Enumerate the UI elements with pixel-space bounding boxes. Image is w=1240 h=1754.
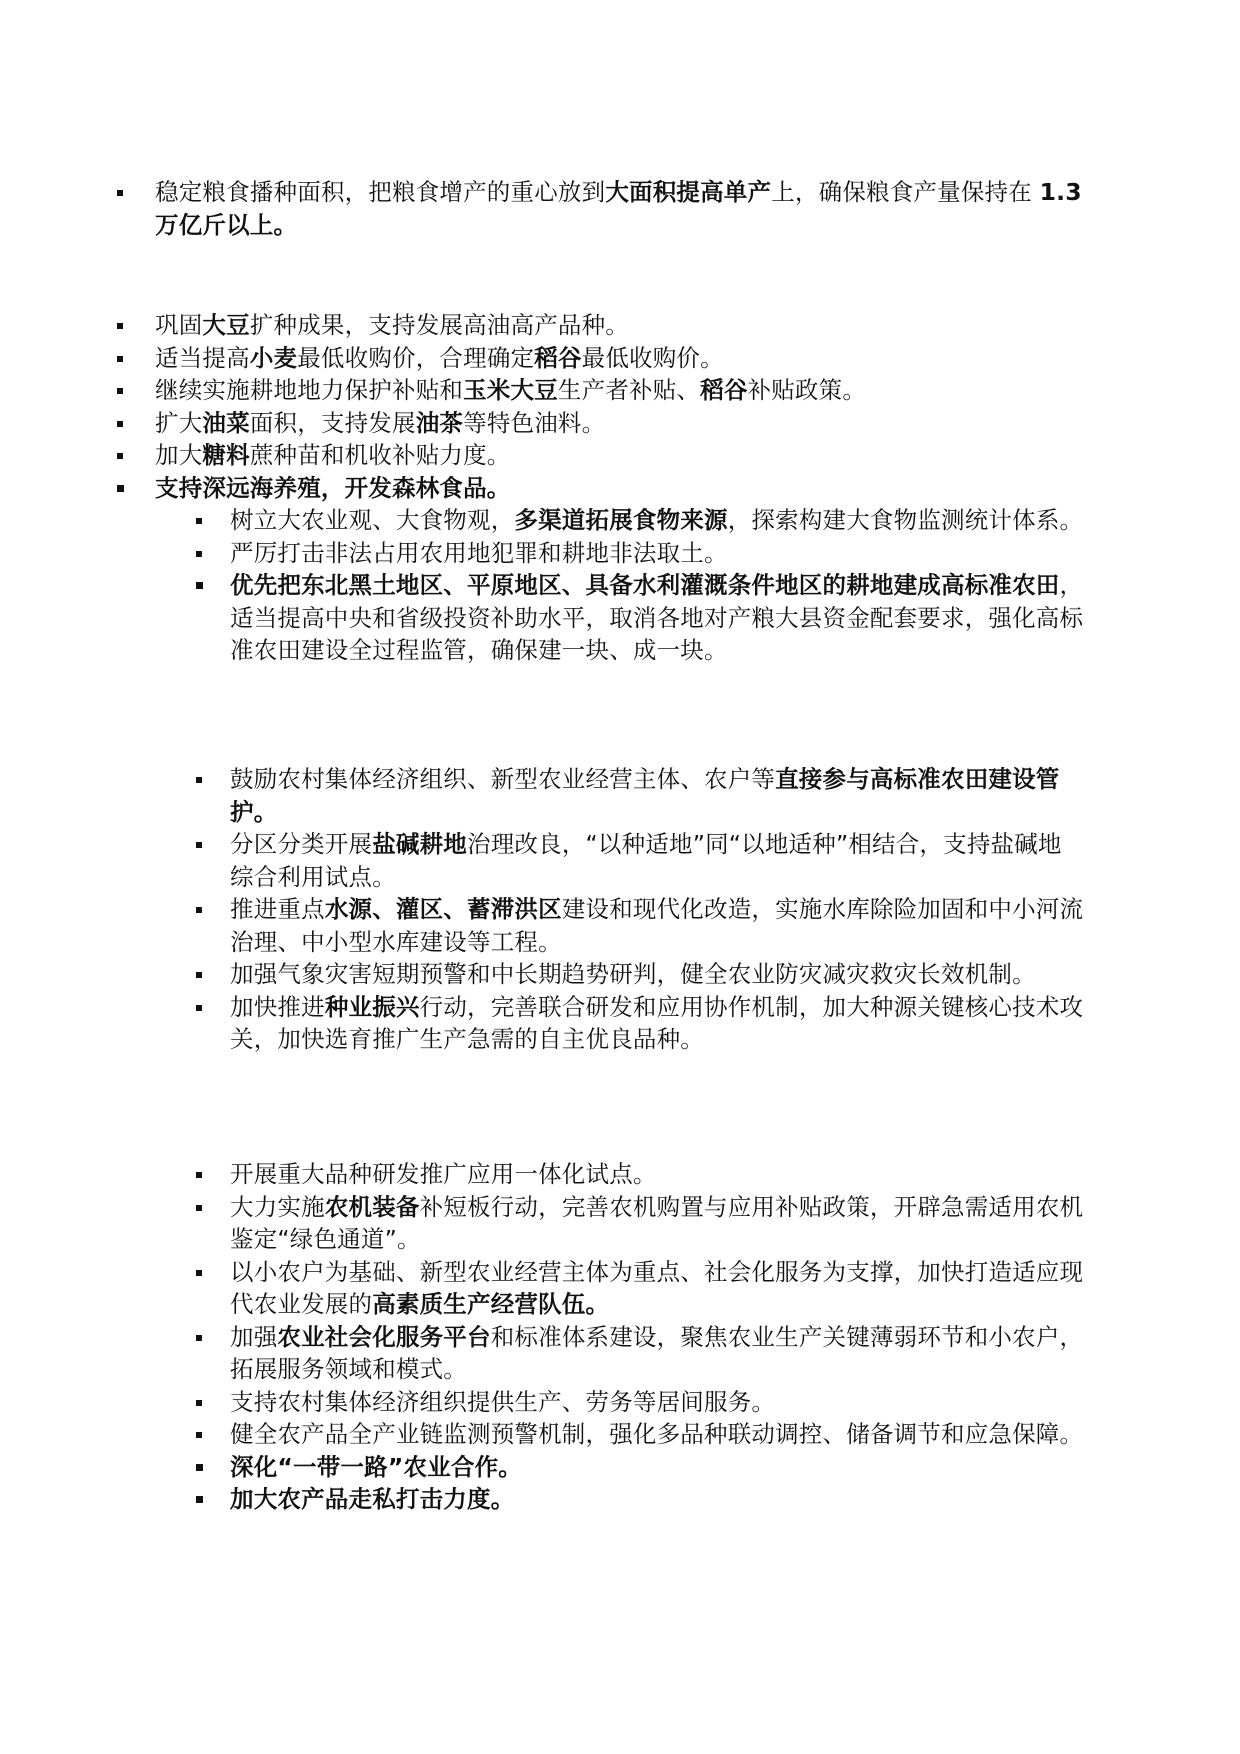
- body-text: 加强气象灾害短期预警和中长期趋势研判，健全农业防灾减灾救灾长效机制。: [230, 960, 1036, 988]
- list-item: [155, 374, 1085, 407]
- body-text: 等特色油料。: [463, 408, 606, 437]
- bold-text: 稻谷: [700, 376, 748, 404]
- bullet-list-crops: [155, 309, 1085, 504]
- sub-bullet-list-farmland: [230, 504, 1085, 667]
- sub-bullet-list-infrastructure: [230, 763, 1085, 1056]
- body-text: 推进重点: [230, 895, 325, 923]
- body-text: 扩大: [155, 408, 203, 437]
- list-item: [230, 1321, 1085, 1386]
- bold-text: 农业社会化服务平台: [277, 1322, 491, 1351]
- body-text: 支持农村集体经济组织提供生产、劳务等居间服务。: [230, 1387, 776, 1416]
- bold-text: 加大农产品走私打击力度。: [230, 1485, 515, 1513]
- list-item: [230, 958, 1085, 991]
- square-bullet-icon: [196, 1005, 202, 1011]
- list-item: [230, 1386, 1085, 1419]
- list-item: [230, 1418, 1085, 1451]
- bold-text: 深化“一带一路”农业合作。: [230, 1452, 522, 1481]
- sub-bullet-list-services: [230, 1158, 1085, 1516]
- square-bullet-icon: [117, 323, 123, 329]
- bullet-list-grain: [155, 176, 1085, 241]
- square-bullet-icon: [196, 582, 203, 589]
- body-text: 和标准体系建设，聚焦农业生产关键薄弱环节和小农户，拓展服务领域和模式。: [230, 1322, 1084, 1383]
- list-item: [230, 569, 1085, 667]
- list-item: [155, 176, 1085, 241]
- body-text: 严厉打击非法占用农用地犯罪和耕地非法取土。: [230, 538, 728, 567]
- list-item: [230, 893, 1085, 958]
- list-item: [230, 1483, 1085, 1516]
- bold-text: 油茶: [415, 408, 464, 437]
- bold-text: 高素质生产经营队伍。: [372, 1290, 610, 1318]
- list-item: [230, 537, 1085, 570]
- body-text: 适当提高: [155, 343, 250, 372]
- body-text: 生产者补贴、: [557, 376, 701, 404]
- square-bullet-icon: [196, 518, 202, 524]
- body-text: 加强: [230, 1322, 278, 1351]
- bold-text: 盐碱耕地: [372, 830, 468, 858]
- square-bullet-icon: [117, 190, 123, 196]
- bold-text: 糖料: [202, 441, 250, 469]
- body-text: ，探索构建大食物监测统计体系。: [727, 506, 1084, 534]
- list-item: [230, 504, 1085, 537]
- bold-text: 大面积提高单产: [605, 178, 772, 206]
- body-text: 蔗种苗和机收补贴力度。: [249, 441, 511, 469]
- list-item: [155, 309, 1085, 342]
- body-text: 开展重大品种研发推广应用一体化试点。: [230, 1160, 657, 1188]
- square-bullet-icon: [196, 1400, 202, 1406]
- bold-text: 1.3 万亿斤以上。: [155, 178, 1082, 239]
- square-bullet-icon: [196, 1335, 202, 1341]
- square-bullet-icon: [196, 1496, 203, 1503]
- square-bullet-icon: [196, 551, 202, 557]
- square-bullet-icon: [117, 388, 123, 394]
- square-bullet-icon: [196, 1464, 203, 1471]
- body-text: 健全农产品全产业链监测预警机制，强化多品种联动调控、储备调节和应急保障。: [230, 1420, 1084, 1448]
- body-text: 治理改良，“以种适地”同“以地适种”相结合，支持盐碱地综合利用试点。: [230, 830, 1062, 891]
- list-item: [230, 763, 1085, 828]
- square-bullet-icon: [196, 972, 202, 978]
- body-text: 继续实施耕地地力保护补贴和: [155, 376, 464, 404]
- body-text: ，适当提高中央和省级投资补助水平，取消各地对产粮大县资金配套要求，强化高标准农田建设全过程监管，确保建一块、成一块。: [230, 571, 1084, 664]
- square-bullet-icon: [196, 842, 202, 848]
- bold-text: 种业振兴: [324, 992, 420, 1021]
- list-item: [230, 1451, 1085, 1484]
- bold-text: 多渠道拓展食物来源: [514, 506, 728, 534]
- square-bullet-icon: [196, 777, 202, 783]
- body-text: 上，确保粮食产量保持在: [771, 178, 1040, 206]
- bold-text: 稻谷: [534, 343, 582, 372]
- square-bullet-icon: [196, 1270, 202, 1276]
- bold-text: 水源、灌区、蓄滞洪区: [324, 895, 562, 923]
- square-bullet-icon: [196, 1432, 202, 1438]
- body-text: 大力实施: [230, 1192, 325, 1221]
- list-item: [230, 1191, 1085, 1256]
- bold-text: 支持深远海养殖，开发森林食品。: [155, 473, 511, 502]
- bold-text: 直接参与高标准农田建设管护。: [230, 765, 1060, 826]
- body-text: 加快推进: [230, 992, 325, 1021]
- list-item: [155, 342, 1085, 375]
- square-bullet-icon: [117, 421, 123, 427]
- body-text: 补短板行动，完善农机购置与应用补贴政策，开辟急需适用农机鉴定“绿色通道”。: [230, 1192, 1084, 1253]
- body-text: 面积，支持发展: [249, 408, 416, 437]
- body-text: 鼓励农村集体经济组织、新型农业经营主体、农户等: [230, 765, 776, 793]
- list-item: [155, 407, 1085, 440]
- list-item: [230, 1256, 1085, 1321]
- body-text: 行动，完善联合研发和应用协作机制，加大种源关键核心技术攻关，加快选育推广生产急需的自主优良品种。: [230, 992, 1084, 1053]
- body-text: 加大: [155, 441, 203, 469]
- square-bullet-icon: [117, 485, 124, 492]
- square-bullet-icon: [196, 1172, 202, 1178]
- body-text: 最低收购价，合理确定: [297, 343, 535, 372]
- body-text: 分区分类开展: [230, 830, 373, 858]
- list-item: [230, 991, 1085, 1056]
- body-text: 最低收购价。: [581, 343, 724, 372]
- list-item: [230, 828, 1085, 893]
- square-bullet-icon: [196, 907, 202, 913]
- body-text: 稳定粮食播种面积，把粮食增产的重心放到: [155, 178, 606, 206]
- list-item: [155, 472, 1085, 505]
- list-item: [155, 439, 1085, 472]
- bold-text: 大豆: [202, 311, 250, 339]
- body-text: 巩固: [155, 311, 203, 339]
- body-text: 补贴政策。: [747, 376, 867, 404]
- bold-text: 玉米大豆: [463, 376, 558, 404]
- bold-text: 油菜: [202, 408, 250, 437]
- square-bullet-icon: [117, 453, 123, 459]
- body-text: 以小农户为基础、新型农业经营主体为重点、社会化服务为支撑，加快打造适应现代农业发展的: [230, 1257, 1084, 1318]
- bold-text: 优先把东北黑土地区、平原地区、具备水利灌溉条件地区的耕地建成高标准农田: [230, 571, 1060, 599]
- body-text: 树立大农业观、大食物观，: [230, 506, 515, 534]
- bold-text: 农机装备: [324, 1192, 420, 1221]
- square-bullet-icon: [196, 1205, 202, 1211]
- body-text: 扩种成果，支持发展高油高产品种。: [249, 311, 630, 339]
- list-item: [230, 1158, 1085, 1191]
- bold-text: 小麦: [249, 343, 298, 372]
- square-bullet-icon: [117, 356, 123, 362]
- body-text: 建设和现代化改造，实施水库除险加固和中小河流治理、中小型水库建设等工程。: [230, 895, 1084, 956]
